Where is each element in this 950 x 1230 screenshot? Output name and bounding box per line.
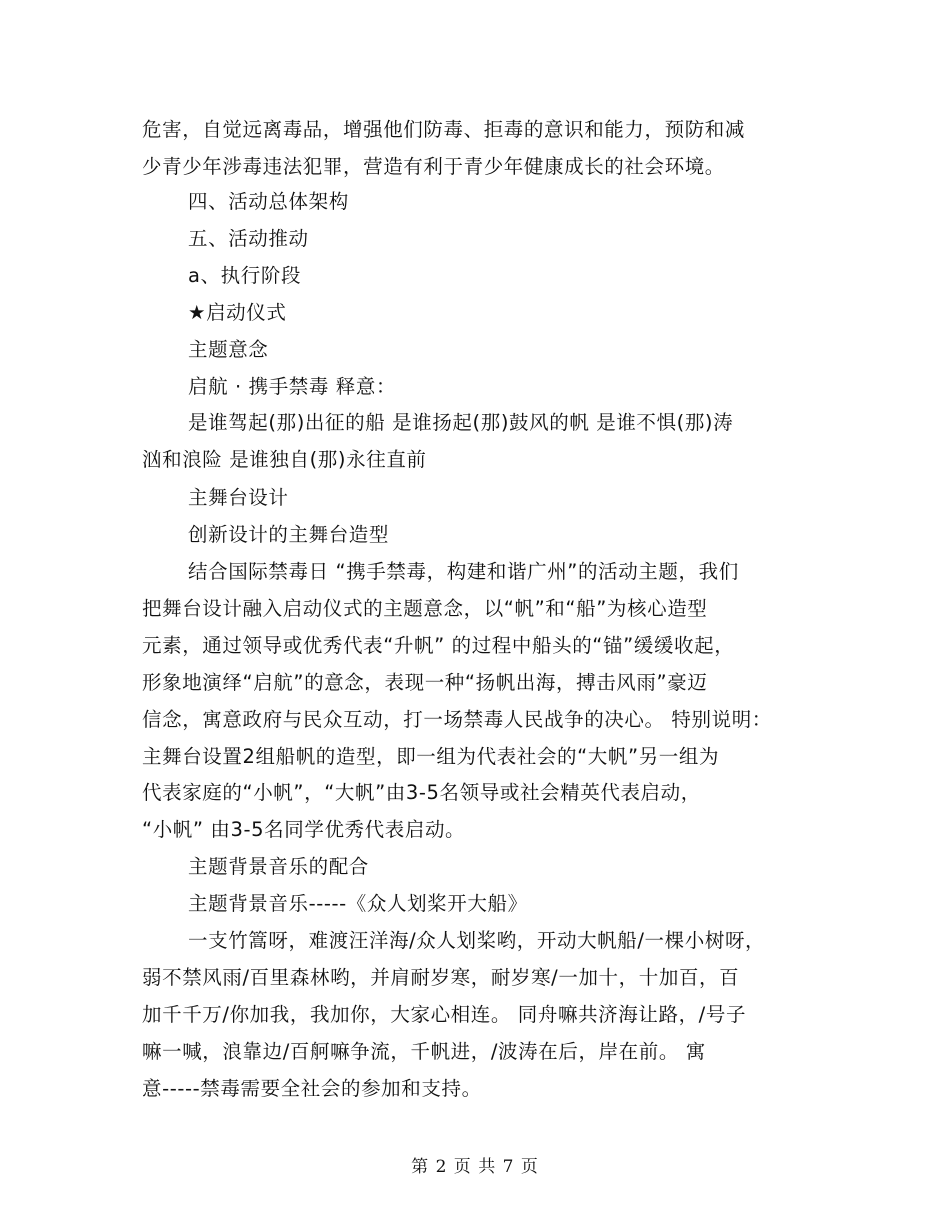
text-line: 元素，通过领导或优秀代表“升帆” 的过程中船头的“锚”缓缓收起， (142, 634, 735, 657)
text-line: 少青少年涉毒违法犯罪，营造有利于青少年健康成长的社会环境。 (142, 155, 725, 178)
text-line: 结合国际禁毒日 “携手禁毒，构建和谐广州”的活动主题，我们 (188, 560, 739, 583)
text-line: 加千千万/你加我，我加你，大家心相连。 同舟嘛共济海让路，/号子 (142, 1003, 747, 1026)
text-line: 主舞台设置2组船帆的造型，即一组为代表社会的“大帆”另一组为 (142, 745, 720, 768)
subsection-heading: 主舞台设计 (188, 486, 289, 509)
text-line: 把舞台设计融入启动仪式的主题意念，以“帆”和“船”为核心造型 (142, 597, 708, 620)
text-line: 主题意念 (188, 338, 269, 361)
text-line: 一支竹篙呀，难渡汪洋海/众人划桨哟，开动大帆船/一棵小树呀， (188, 929, 766, 952)
section-heading: 五、活动推动 (188, 227, 309, 250)
text-line: 意-----禁毒需要全社会的参加和支持。 (142, 1077, 482, 1100)
text-line: 嘛一喊，浪靠边/百舸嘛争流，千帆进，/波涛在后，岸在前。 寓 (142, 1040, 706, 1063)
text-line: 信念，寓意政府与民众互动，打一场禁毒人民战争的决心。 特别说明： (142, 708, 772, 731)
text-line: 汹和浪险 是谁独自(那)永往直前 (142, 448, 427, 471)
subsection-heading: 主题背景音乐的配合 (188, 855, 369, 878)
subsection-heading: ★启动仪式 (188, 301, 287, 324)
text-line: 弱不禁风雨/百里森林哟，并肩耐岁寒，耐岁寒/一加十，十加百，百 (142, 966, 740, 989)
text-line: 创新设计的主舞台造型 (188, 523, 390, 546)
text-line: 是谁驾起(那)出征的船 是谁扬起(那)鼓风的帆 是谁不惧(那)涛 (188, 411, 734, 434)
text-line: 代表家庭的“小帆”，“大帆”由3-5名领导或社会精英代表启动， (142, 781, 701, 804)
text-line: 形象地演绎“启航”的意念，表现一种“扬帆出海，搏击风雨”豪迈 (142, 671, 708, 694)
text-line: “小帆” 由3-5名同学优秀代表启动。 (142, 818, 466, 841)
text-line: 启航 · 携手禁毒 释意： (188, 375, 397, 398)
subsection-heading: a、执行阶段 (188, 264, 302, 287)
section-heading: 四、活动总体架构 (188, 190, 349, 213)
text-line: 主题背景音乐-----《众人划桨开大船》 (188, 892, 528, 915)
page-footer: 第 2 页 共 7 页 (411, 1157, 539, 1177)
text-line: 危害，自觉远离毒品，增强他们防毒、拒毒的意识和能力，预防和减 (142, 118, 746, 141)
